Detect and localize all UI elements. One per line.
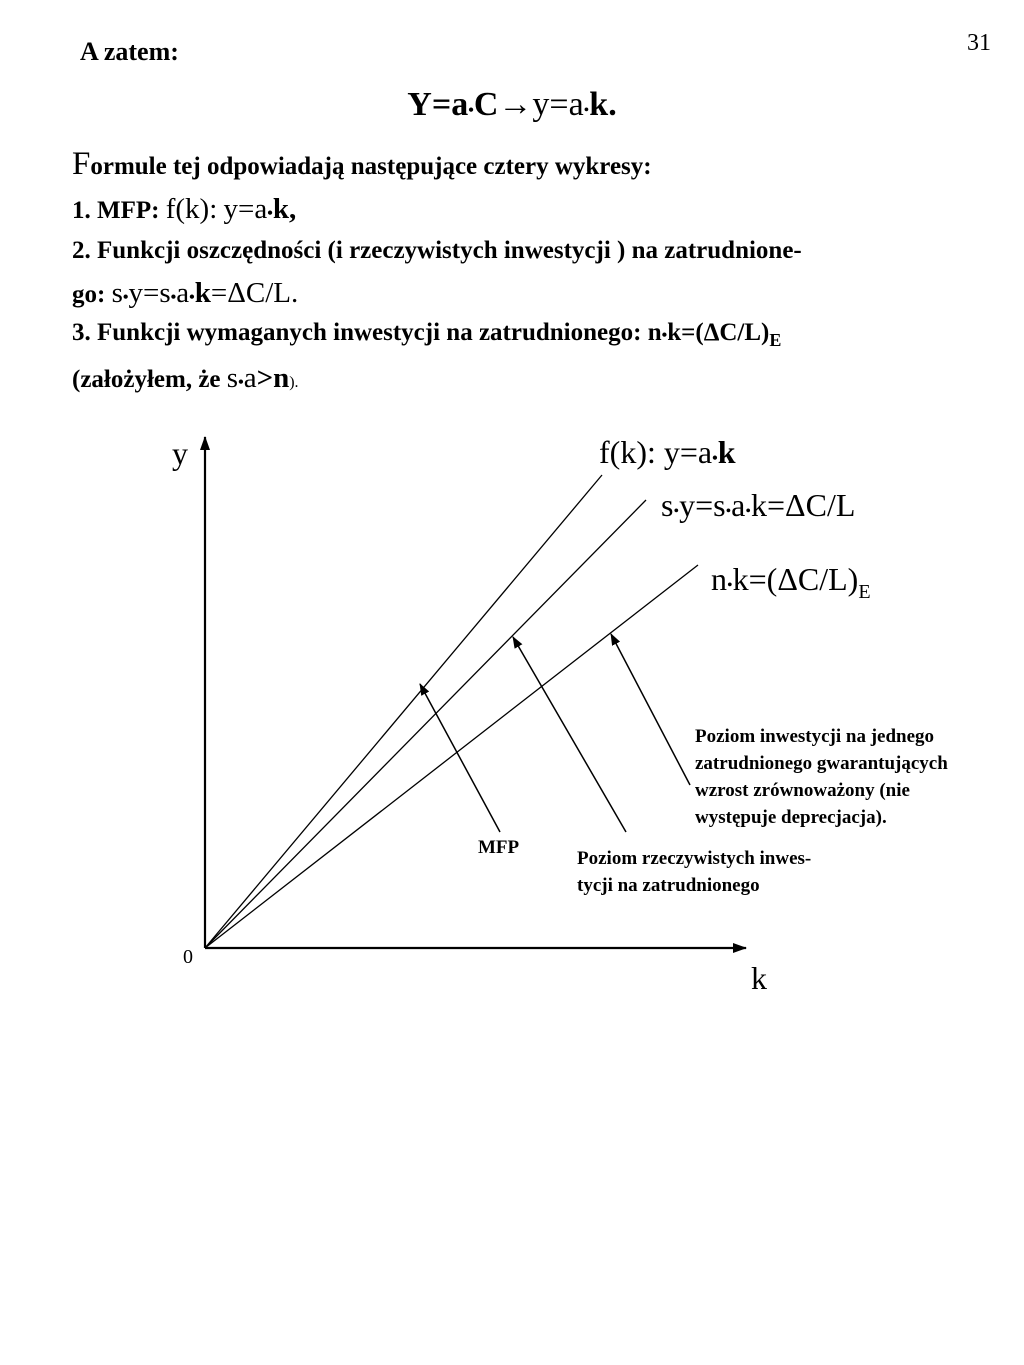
label-s-a: a [731, 487, 746, 523]
formula-part-b: C [473, 86, 499, 123]
item-1-f: f(k): [165, 193, 218, 225]
label-savings-function [661, 487, 855, 524]
annotation-actual-investment: Poziom rzeczywistych inwes- tycji na zatrudnionego [577, 848, 812, 896]
formula-arrow: → [498, 86, 533, 123]
item-2-lead2: go: [72, 281, 106, 308]
bullet: • [712, 450, 718, 467]
item-3-sub: E [769, 330, 782, 350]
label-required-investment [711, 561, 871, 604]
item-2-a: a [176, 277, 190, 309]
bullet: • [727, 577, 733, 594]
label-f-k: k [717, 434, 736, 470]
bullet: • [238, 374, 244, 391]
label-s-rest: k=ΔC/L [750, 487, 856, 523]
bullet: • [468, 102, 474, 119]
arrow-required-investment [611, 634, 690, 785]
arrow-actual-investment [513, 637, 626, 832]
heading-initial: F [72, 146, 91, 182]
item-1-eq: y=a [223, 193, 268, 225]
annotation-mfp: MFP [478, 837, 520, 858]
label-n-sub: E [858, 581, 871, 603]
formula-part-a: Y=a [407, 86, 469, 123]
label-n-rest: k=(ΔC/L) [732, 561, 859, 597]
page-number: 31 [967, 30, 991, 56]
bullet: • [745, 503, 751, 520]
origin-label: 0 [183, 946, 193, 968]
label-f-eq: y=a [663, 434, 713, 470]
assumption-n: >n [256, 362, 290, 394]
y-axis-label: y [172, 435, 188, 471]
annotation-required-investment: Poziom inwestycji na jednego zatrudnionego gwarantujących wzrost zrównoważony (nie występuje deprecjacja). [695, 726, 948, 828]
bullet: • [267, 205, 273, 222]
item-2-y: y=s [128, 277, 171, 309]
item-2-line-1: 2. Funkcji oszczędności (i rzeczywistych inwestycji ) na zatrudnione- [72, 237, 802, 264]
bullet: • [170, 289, 177, 306]
label-s-s: s [661, 487, 674, 523]
line-production-function [205, 475, 602, 948]
bullet: • [673, 503, 680, 520]
heading-rest: ormule tej odpowiadają następujące cztery wykresy: [90, 153, 652, 180]
bullet: • [661, 327, 668, 344]
arrow-mfp [420, 684, 500, 832]
item-3-mid: k=(ΔC/L) [667, 319, 770, 346]
label-n-n: n [711, 561, 727, 597]
formula-part-d: k. [589, 86, 617, 123]
label-f-pre: f(k): [599, 434, 656, 470]
formula-part-c: y=a [532, 86, 584, 123]
intro-text: A zatem: [80, 37, 179, 66]
item-2-rest: =ΔC/L. [210, 277, 299, 309]
bullet: • [189, 289, 195, 306]
bullet: • [725, 503, 732, 520]
item-2-k: k [194, 277, 211, 309]
item-1-lead: 1. MFP: [72, 197, 160, 224]
label-s-y: y=s [679, 487, 726, 523]
assumption-lead: (założyłem, że [72, 366, 221, 393]
item-3-lead: 3. Funkcji wymaganych inwestycji na zatrudnionego: n [72, 319, 662, 346]
assumption-end: ). [289, 374, 299, 391]
item-1-k: k, [272, 193, 297, 225]
x-axis-label: k [751, 960, 767, 996]
assumption-s: s [226, 362, 239, 394]
item-2-s: s [111, 277, 123, 309]
label-production-function [599, 434, 736, 471]
bullet: • [122, 289, 129, 306]
assumption-a: a [243, 362, 257, 394]
bullet: • [583, 102, 590, 119]
